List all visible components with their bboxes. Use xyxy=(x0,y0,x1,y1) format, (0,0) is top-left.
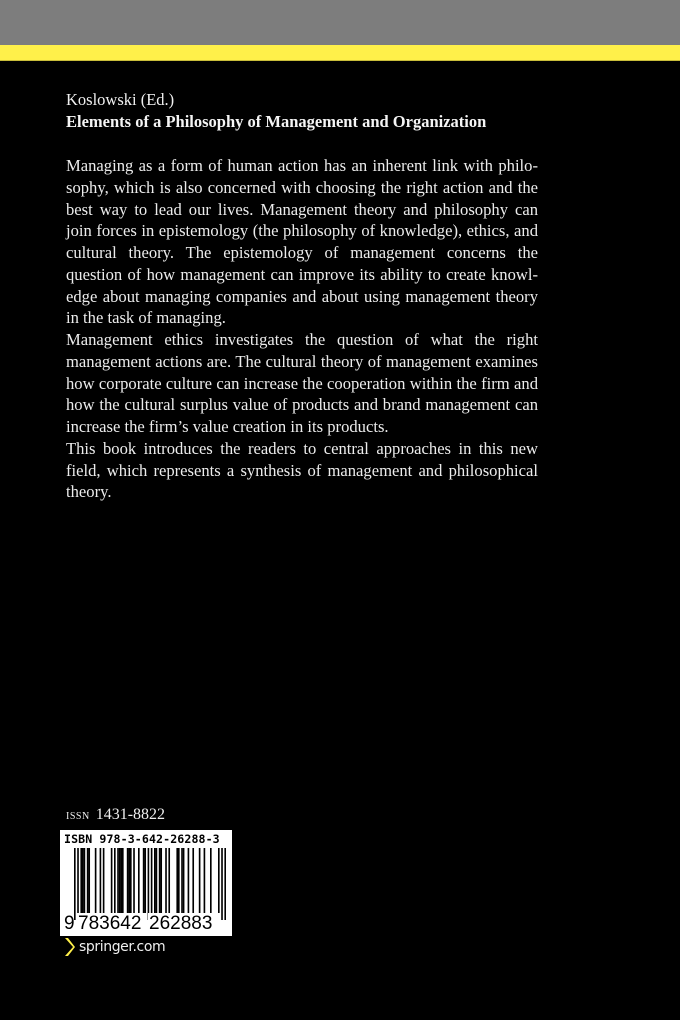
book-header xyxy=(66,89,546,133)
chevron-right-icon xyxy=(63,937,75,957)
barcode-digits xyxy=(63,913,229,935)
isbn-barcode xyxy=(60,830,232,936)
book-description xyxy=(66,155,538,503)
editor-name: Koslowski (Ed.) xyxy=(66,90,175,109)
barcode-digit-lead: 9 xyxy=(64,913,75,934)
top-gray-band xyxy=(0,0,680,45)
publisher-url[interactable]: springer.com xyxy=(79,939,166,955)
issn-value: 1431-8822 xyxy=(95,806,166,823)
description-paragraph-1: Managing as a form of human action has an inherent link with philosophy, which is also concerned with choosing the right action and the best way to lead our lives. Management theory and philosophy can join forces in epistemology (the philosophy of knowledge), ethics, and cultural theory. The epistemology of management concerns the question of how management can improve its ability to create knowledge about managing companies and about using management theory in the task of managing. xyxy=(66,156,538,328)
yellow-accent-band xyxy=(0,45,680,61)
issn-label: issn xyxy=(66,807,90,823)
book-title: Elements of a Philosophy of Management and Organization xyxy=(66,112,487,131)
isbn-label: ISBN 978-3-642-26288-3 xyxy=(64,832,220,846)
description-paragraph-2: Management ethics investigates the question of what the right management actions are. The cultural theory of management examines how corporate culture can increase the cooperation within the firm and how the cultural surplus value of products and brand management can increase the firm’s value creation in its products. xyxy=(66,330,538,436)
publisher-link[interactable] xyxy=(63,937,165,957)
barcode-digits-left: 783642 xyxy=(78,913,142,934)
barcode-digits-right: 262883 xyxy=(149,913,213,934)
issn-line xyxy=(66,806,165,824)
description-paragraph-3: This book introduces the readers to central approaches in this new field, which represents a synthesis of management and philosophical theory. xyxy=(66,438,538,502)
barcode-bars xyxy=(74,848,226,920)
